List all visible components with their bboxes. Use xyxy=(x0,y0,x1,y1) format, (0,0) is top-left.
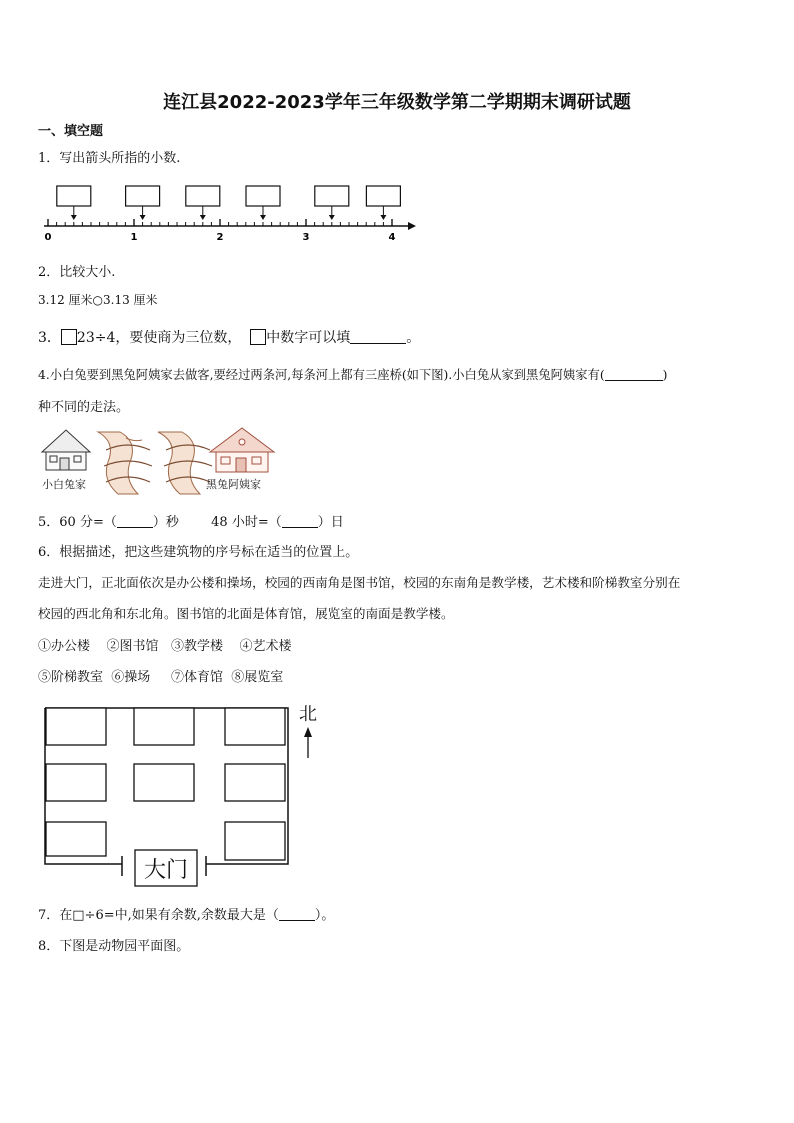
number-line-labels xyxy=(45,232,396,242)
option-8: ⑧展览室 xyxy=(231,670,284,685)
question-6-desc-line1: 走进大门，正北面依次是办公楼和操场，校园的西南角是图书馆，校园的东南角是教学楼，艺术楼和阶梯教室分别在 xyxy=(38,575,681,590)
question-7-text: 7．在□÷6=中,如果有余数,余数最大是（ xyxy=(38,908,279,923)
gate-label: 大门 xyxy=(143,858,189,883)
tick-label: 1 xyxy=(130,232,138,242)
question-5-d: ）日 xyxy=(317,515,344,530)
north-label: 北 xyxy=(299,704,317,725)
label-rabbit-home: 小白兔家 xyxy=(42,478,86,491)
number-line xyxy=(38,180,418,242)
tick-label: 3 xyxy=(302,232,310,242)
number-line-ticks xyxy=(48,219,392,226)
question-4-text: 4.小白兔要到黑兔阿姨家去做客,要经过两条河,每条河上都有三座桥(如下图).小白兔从家到黑兔阿姨家有( xyxy=(38,368,605,382)
question-6-desc-line2: 校园的西北角和东北角。图书馆的北面是体育馆，展览室的南面是教学楼。 xyxy=(38,606,454,621)
arrow-down-icon xyxy=(200,215,206,220)
number-line-arrow xyxy=(408,222,416,230)
options-row-2 xyxy=(38,666,283,685)
option-2: ②图书馆 xyxy=(106,639,159,654)
page-title: 连江县2022-2023学年三年级数学第二学期期末调研试题 xyxy=(163,92,631,113)
question-3-part1: 23÷4，要使商为三位数， xyxy=(76,330,242,346)
option-7: ⑦体育馆 xyxy=(170,670,223,685)
question-5-a: 5．60 分=（ xyxy=(38,515,117,530)
answer-blank[interactable] xyxy=(117,514,153,528)
answer-blank[interactable] xyxy=(350,330,406,344)
section-heading: 一、填空题 xyxy=(38,124,104,139)
answer-box[interactable] xyxy=(246,186,280,206)
question-1: 1．写出箭头所指的小数. xyxy=(38,151,181,166)
option-4: ④艺术楼 xyxy=(239,639,292,654)
building-slot-center[interactable] xyxy=(134,764,194,801)
question-5-c: 48 小时=（ xyxy=(211,515,282,530)
answer-blank[interactable] xyxy=(279,907,315,921)
question-7 xyxy=(38,904,334,923)
river-right-icon xyxy=(158,432,200,494)
question-3-end: 。 xyxy=(406,330,421,346)
building-slot-se[interactable] xyxy=(225,822,285,860)
building-slot-w[interactable] xyxy=(46,764,106,801)
question-6: 6．根据描述，把这些建筑物的序号标在适当的位置上。 xyxy=(38,545,359,560)
building-slot-e[interactable] xyxy=(225,764,285,801)
right-house-icon xyxy=(210,428,274,472)
arrow-down-icon xyxy=(71,215,77,220)
question-3 xyxy=(38,327,420,347)
answer-box[interactable] xyxy=(57,186,91,206)
arrow-down-icon xyxy=(140,215,146,220)
tick-label: 2 xyxy=(216,232,224,242)
tick-label: 4 xyxy=(388,232,396,242)
option-1: ①办公楼 xyxy=(38,639,91,654)
question-2-compare: 3.12 厘米○3.13 厘米 xyxy=(38,293,158,307)
question-2: 2．比较大小. xyxy=(38,265,116,280)
question-7-close: ）。 xyxy=(314,908,335,923)
answer-square[interactable] xyxy=(250,329,266,345)
question-4-close: ) xyxy=(662,368,668,382)
question-3-number: 3． xyxy=(38,330,61,346)
answer-blank[interactable] xyxy=(282,514,318,528)
north-arrow-icon xyxy=(304,727,312,737)
bridge-illustration xyxy=(38,422,282,500)
question-8: 8．下图是动物园平面图。 xyxy=(38,939,190,954)
answer-square[interactable] xyxy=(61,329,77,345)
river-left-icon xyxy=(98,432,142,494)
question-4 xyxy=(38,365,667,383)
left-house-icon xyxy=(42,430,90,470)
options-row-1 xyxy=(38,635,292,654)
building-slot-n[interactable] xyxy=(134,708,194,745)
answer-boxes xyxy=(57,186,401,220)
building-slot-ne[interactable] xyxy=(225,708,285,745)
answer-box[interactable] xyxy=(366,186,400,206)
option-3: ③教学楼 xyxy=(170,639,223,654)
answer-box[interactable] xyxy=(315,186,349,206)
question-4-line2: 种不同的走法。 xyxy=(38,400,130,415)
option-5: ⑤阶梯教室 xyxy=(38,670,104,685)
arrow-down-icon xyxy=(260,215,266,220)
option-6: ⑥操场 xyxy=(111,670,151,685)
answer-box[interactable] xyxy=(186,186,220,206)
answer-box[interactable] xyxy=(126,186,160,206)
question-5 xyxy=(38,511,344,530)
arrow-down-icon xyxy=(329,215,335,220)
building-slot-sw[interactable] xyxy=(46,822,106,856)
arrow-down-icon xyxy=(380,215,386,220)
question-5-b: ）秒 xyxy=(152,515,179,530)
question-3-part2: 中数字可以填 xyxy=(266,330,351,346)
building-slot-nw[interactable] xyxy=(46,708,106,745)
label-aunt-home: 黑兔阿姨家 xyxy=(206,478,261,491)
tick-label: 0 xyxy=(44,232,52,242)
campus-map xyxy=(40,700,340,892)
answer-blank[interactable] xyxy=(605,367,663,381)
